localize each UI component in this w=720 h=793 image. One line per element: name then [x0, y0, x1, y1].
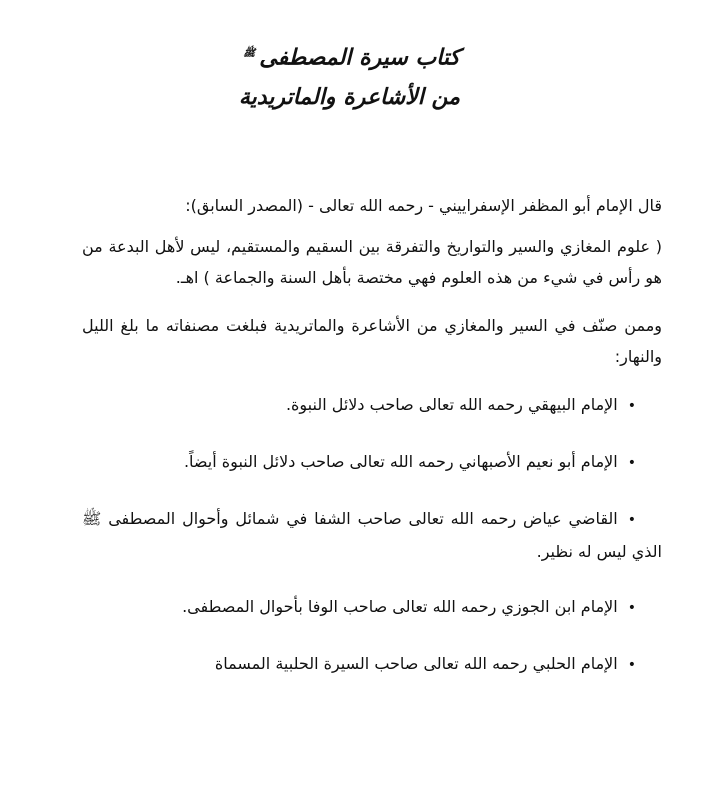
list-item	[82, 648, 662, 681]
bullet-icon: •	[627, 455, 636, 471]
bullet-icon: •	[627, 398, 636, 414]
honorific-glyph: ﷺ	[243, 48, 256, 59]
title-line-1	[243, 34, 460, 77]
list-item-text: القاضي عياض رحمه الله تعالى صاحب الشفا في شمائل وأحوال المصطفى ﷺ الذي ليس له نظير.	[82, 509, 662, 561]
book-title	[238, 34, 460, 117]
paragraph-quote-intro: قال الإمام أبو المظفر الإسفراييني - رحمه الله تعالى - (المصدر السابق):	[185, 196, 662, 215]
list-item-text: الإمام أبو نعيم الأصبهاني رحمه الله تعالى صاحب دلائل النبوة أيضاً.	[183, 452, 618, 471]
list-item	[82, 591, 662, 624]
body-text	[82, 190, 662, 705]
bullet-icon: •	[627, 512, 636, 528]
paragraph-authors-intro: وممن صنّف في السير والمغازي من الأشاعرة والماتريدية فبلغت مصنفاته ما بلغ الليل والنهار:	[82, 316, 662, 366]
list-item-text: الإمام الحلبي رحمه الله تعالى صاحب السيرة الحلبية المسماة	[214, 654, 618, 673]
paragraph-quote: ( علوم المغازي والسير والتواريخ والتفرقة بين السقيم والمستقيم، ليس لأهل البدعة من هو رأس في شيء من هذه العلوم فهي مختصة بأهل السنة والجماعة ) اهـ.	[82, 237, 662, 287]
title-line-2: من الأشاعرة والماتريدية	[238, 84, 460, 111]
list-item	[82, 446, 662, 479]
bullet-icon: •	[627, 657, 636, 673]
list-item-text: الإمام ابن الجوزي رحمه الله تعالى صاحب الوفا بأحوال المصطفى.	[182, 597, 618, 616]
list-item-text: الإمام البيهقي رحمه الله تعالى صاحب دلائل النبوة.	[285, 395, 618, 414]
list-item	[82, 503, 662, 567]
list-item	[82, 389, 662, 422]
bullet-icon: •	[627, 600, 636, 616]
title-text-1: كتاب سيرة المصطفى	[259, 44, 460, 71]
authors-list	[82, 389, 662, 681]
